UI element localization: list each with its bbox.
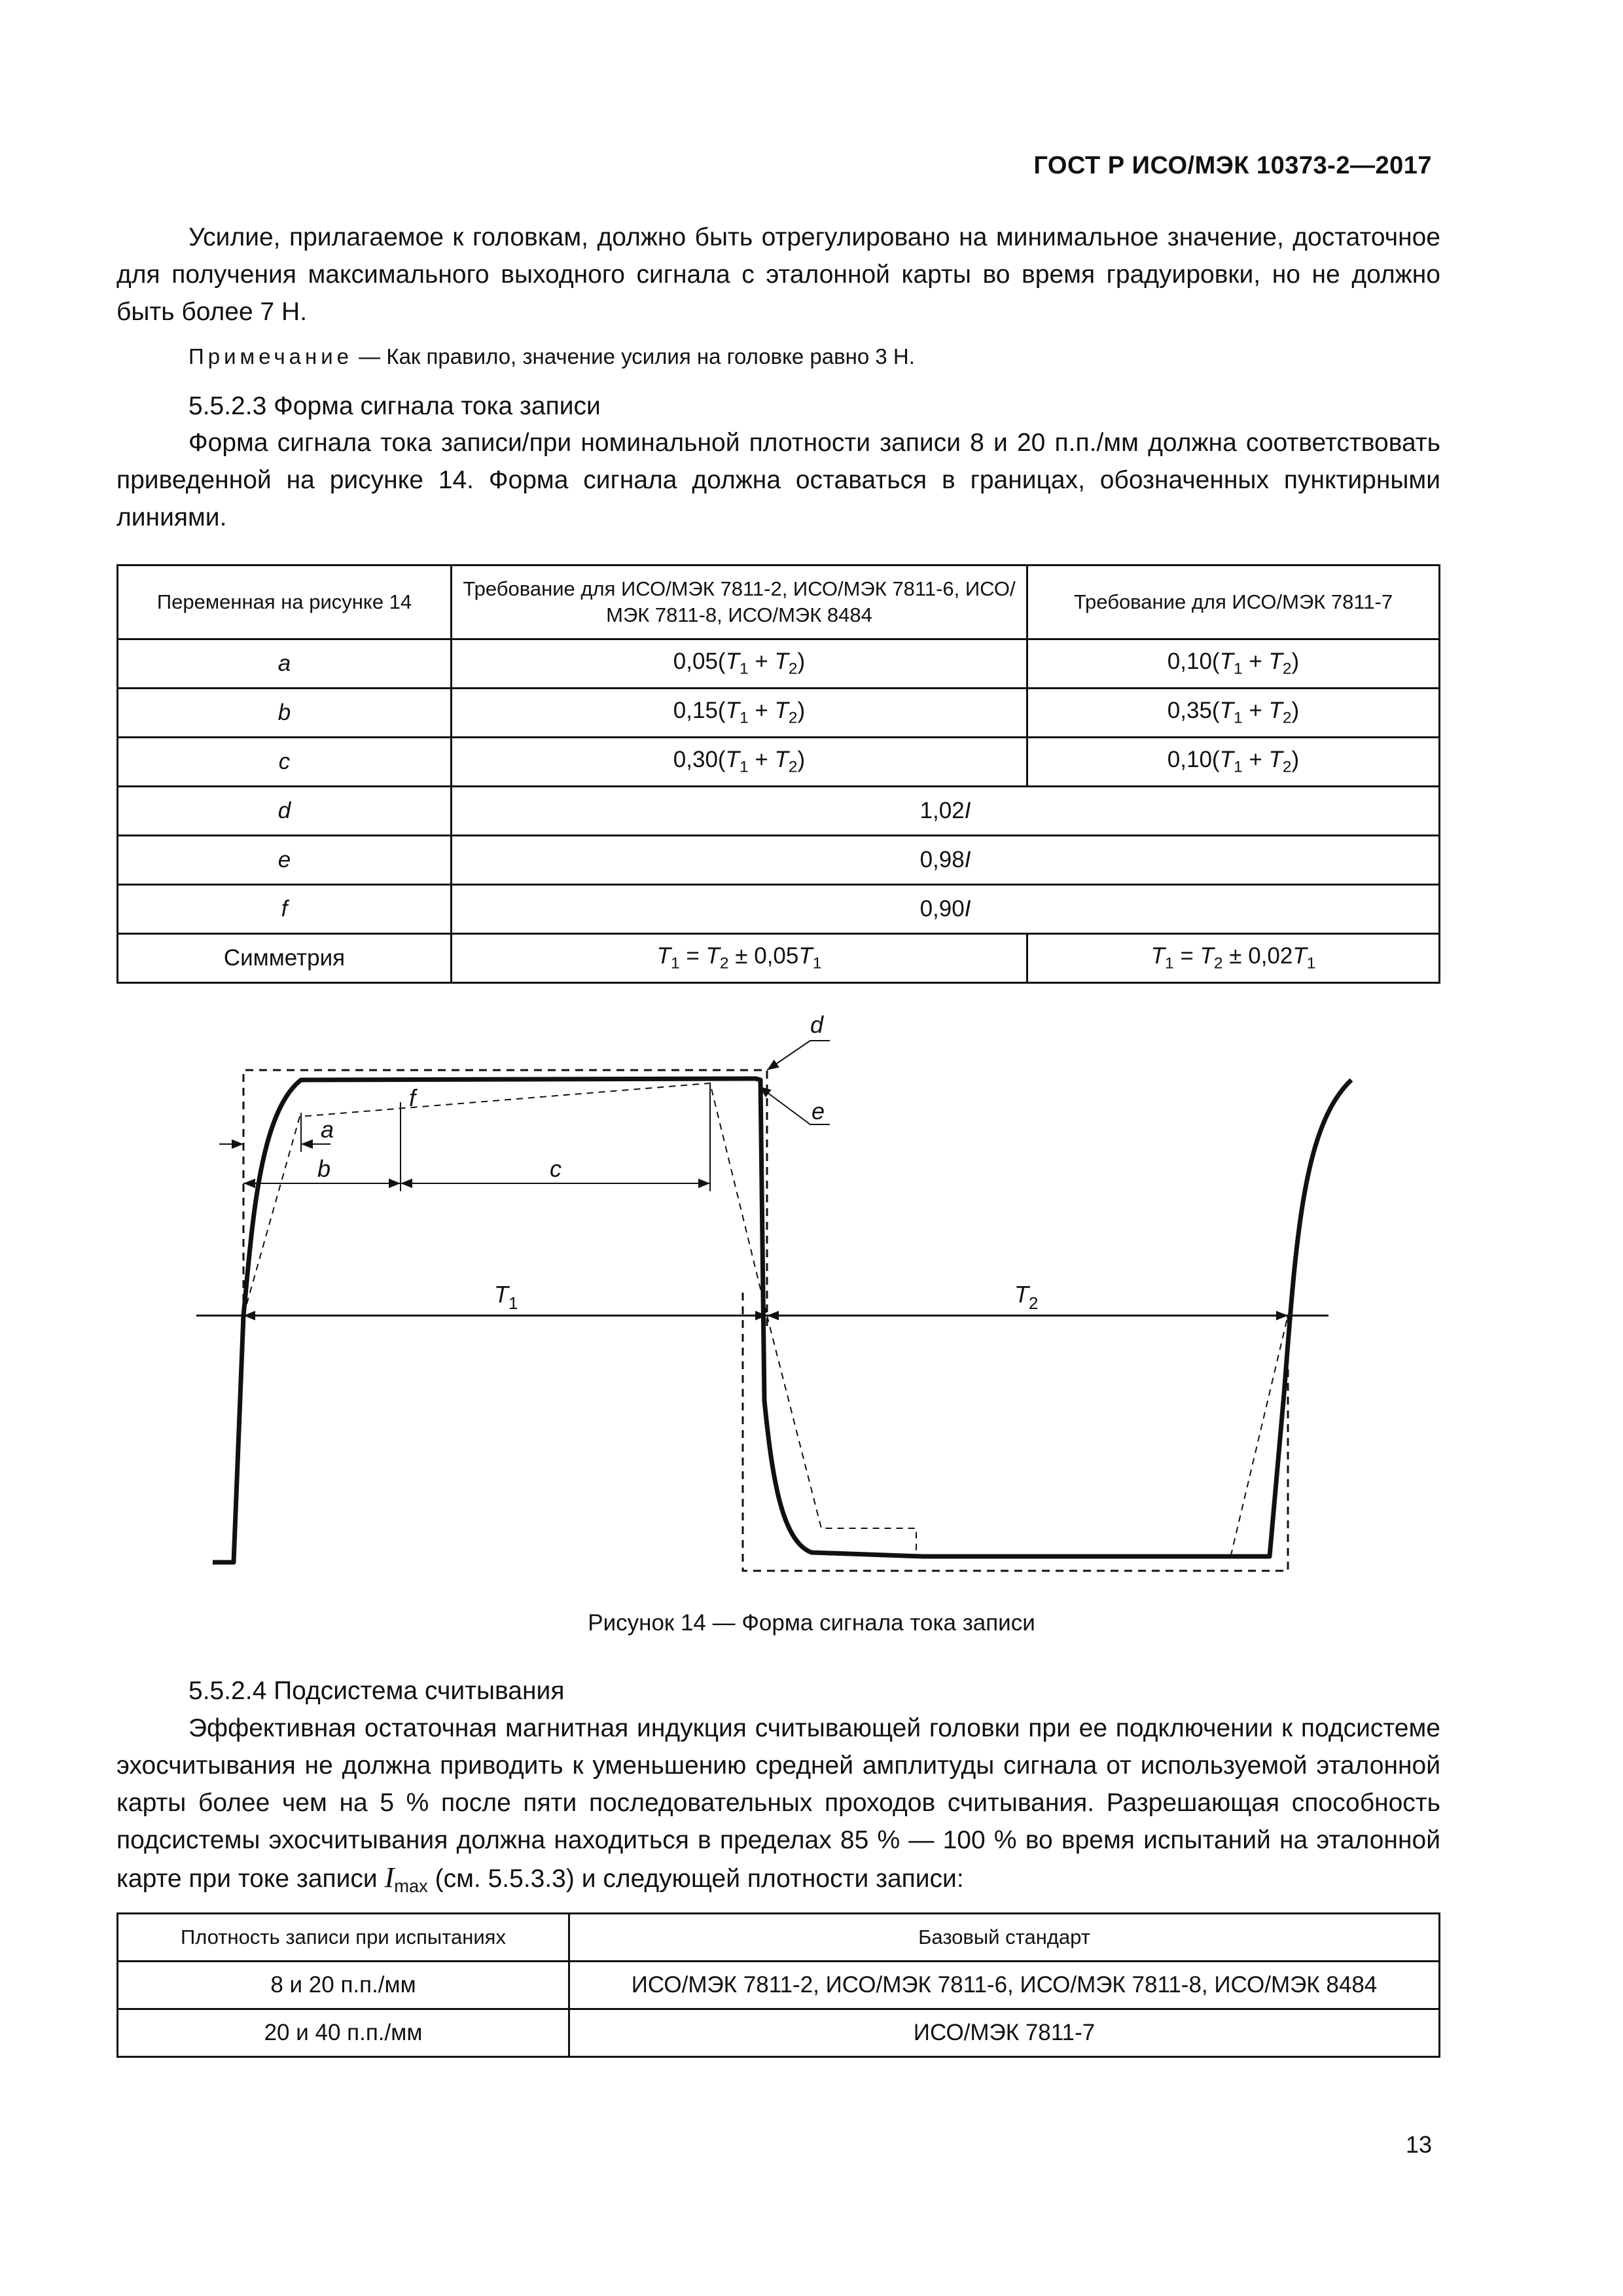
table-row bbox=[118, 1962, 1440, 2009]
var-c: c bbox=[278, 749, 291, 774]
var-symmetry: Симметрия bbox=[118, 934, 452, 983]
header-density: Плотность записи при испытаниях bbox=[118, 1914, 569, 1962]
density-table bbox=[116, 1912, 1440, 2058]
req-sym-col1: $T_1 = T_2 \pm 0,05T_1$ bbox=[452, 934, 1027, 983]
standard-value: ИСО/МЭК 7811-2, ИСО/МЭК 7811-6, ИСО/МЭК 7811-8, ИСО/МЭК 8484 bbox=[569, 1962, 1440, 2009]
req-sym-col2: $T_1 = T_2 \pm 0,02T_1$ bbox=[1027, 934, 1440, 983]
page-number: 13 bbox=[1405, 2131, 1432, 2158]
note-label: Примечание bbox=[188, 344, 353, 368]
label-f: f bbox=[409, 1085, 416, 1111]
var-e: e bbox=[277, 847, 291, 872]
var-a: a bbox=[277, 651, 291, 676]
table-header-row bbox=[118, 1914, 1440, 1962]
label-d: d bbox=[810, 1011, 824, 1038]
section-5523-paragraph: Форма сигнала тока записи/при номинальной плотности записи 8 и 20 п.п./мм должна соответствовать приведенной на рисунке 14. Форма сигнала должна оставаться в границах, обозначенных пунктирными линиями. bbox=[116, 429, 1440, 531]
req-b-col1: $0,15(T_1 + T_2)$ bbox=[452, 689, 1027, 738]
label-e: e bbox=[812, 1098, 825, 1124]
var-d: d bbox=[277, 798, 291, 823]
req-e: 0,98I bbox=[452, 836, 1440, 885]
note-text: — Как правило, значение усилия на головке равно 3 Н. bbox=[353, 344, 915, 368]
header-req-7811-2: Требование для ИСО/МЭК 7811-2, ИСО/МЭК 7811-6, ИСО/МЭК 7811-8, ИСО/МЭК 8484 bbox=[452, 565, 1027, 639]
leader-d bbox=[767, 1041, 830, 1070]
req-b-col2: $0,35(T_1 + T_2)$ bbox=[1027, 689, 1440, 738]
section-5524-heading: 5.5.2.4 Подсистема считывания bbox=[188, 1677, 565, 1705]
document-header: ГОСТ Р ИСО/МЭК 10373-2—2017 bbox=[1033, 152, 1432, 179]
tolerance-box-bottom bbox=[743, 1293, 1288, 1571]
figure-caption: Рисунок 14 — Форма сигнала тока записи bbox=[588, 1610, 1035, 1636]
req-f: 0,90I bbox=[452, 885, 1440, 934]
standard-value: ИСО/МЭК 7811-7 bbox=[569, 2009, 1440, 2057]
density-value: 8 и 20 п.п./мм bbox=[118, 1962, 569, 2009]
label-t2: $T_2$ bbox=[1014, 1281, 1039, 1313]
header-variable: Переменная на рисунке 14 bbox=[118, 565, 452, 639]
intro-paragraph: Усилие, прилагаемое к головкам, должно быть отрегулировано на минимальное значение, достаточное для получения максимального выходного сигнала с эталонной карты во время градуировки, но не должно быть более 7 Н. bbox=[116, 223, 1440, 326]
header-req-7811-7: Требование для ИСО/МЭК 7811-7 bbox=[1027, 565, 1440, 639]
req-a-col1: $0,05(T_1 + T_2)$ bbox=[452, 639, 1027, 689]
table-row bbox=[118, 2009, 1440, 2057]
req-d: 1,02I bbox=[452, 787, 1440, 836]
var-f: f bbox=[281, 896, 288, 922]
trapezoid-bottom bbox=[767, 1316, 1288, 1558]
req-c-col2: $0,10(T_1 + T_2)$ bbox=[1027, 738, 1440, 787]
label-c: c bbox=[550, 1155, 562, 1182]
density-value: 20 и 40 п.п./мм bbox=[118, 2009, 569, 2057]
req-a-col2: $0,10(T_1 + T_2)$ bbox=[1027, 639, 1440, 689]
label-t1: $T_1$ bbox=[494, 1281, 518, 1313]
label-b: b bbox=[317, 1155, 331, 1182]
req-c-col1: $0,30(T_1 + T_2)$ bbox=[452, 738, 1027, 787]
label-a: a bbox=[321, 1116, 334, 1143]
var-b: b bbox=[277, 700, 291, 725]
header-base-standard: Базовый стандарт bbox=[569, 1914, 1440, 1962]
section-5524-paragraph: Эффективная остаточная магнитная индукция считывающей головки при ее подключении к подсистеме эхосчитывания не должна приводить к уменьшению средней амплитуды сигнала от используемой эталонной карты более чем на 5 % после пяти последовательных проходов считывания. Разрешающая способность подсистемы эхосчитывания должна находиться в пределах 85 % — 100 % во время испытаний на эталонной карте при токе записи $I_{max}$ (см. 5.5.3.3) и следующей плотности записи: bbox=[116, 1714, 1440, 1897]
section-5523-heading: 5.5.2.3 Форма сигнала тока записи bbox=[188, 392, 601, 420]
write-current-waveform bbox=[213, 1079, 1351, 1562]
